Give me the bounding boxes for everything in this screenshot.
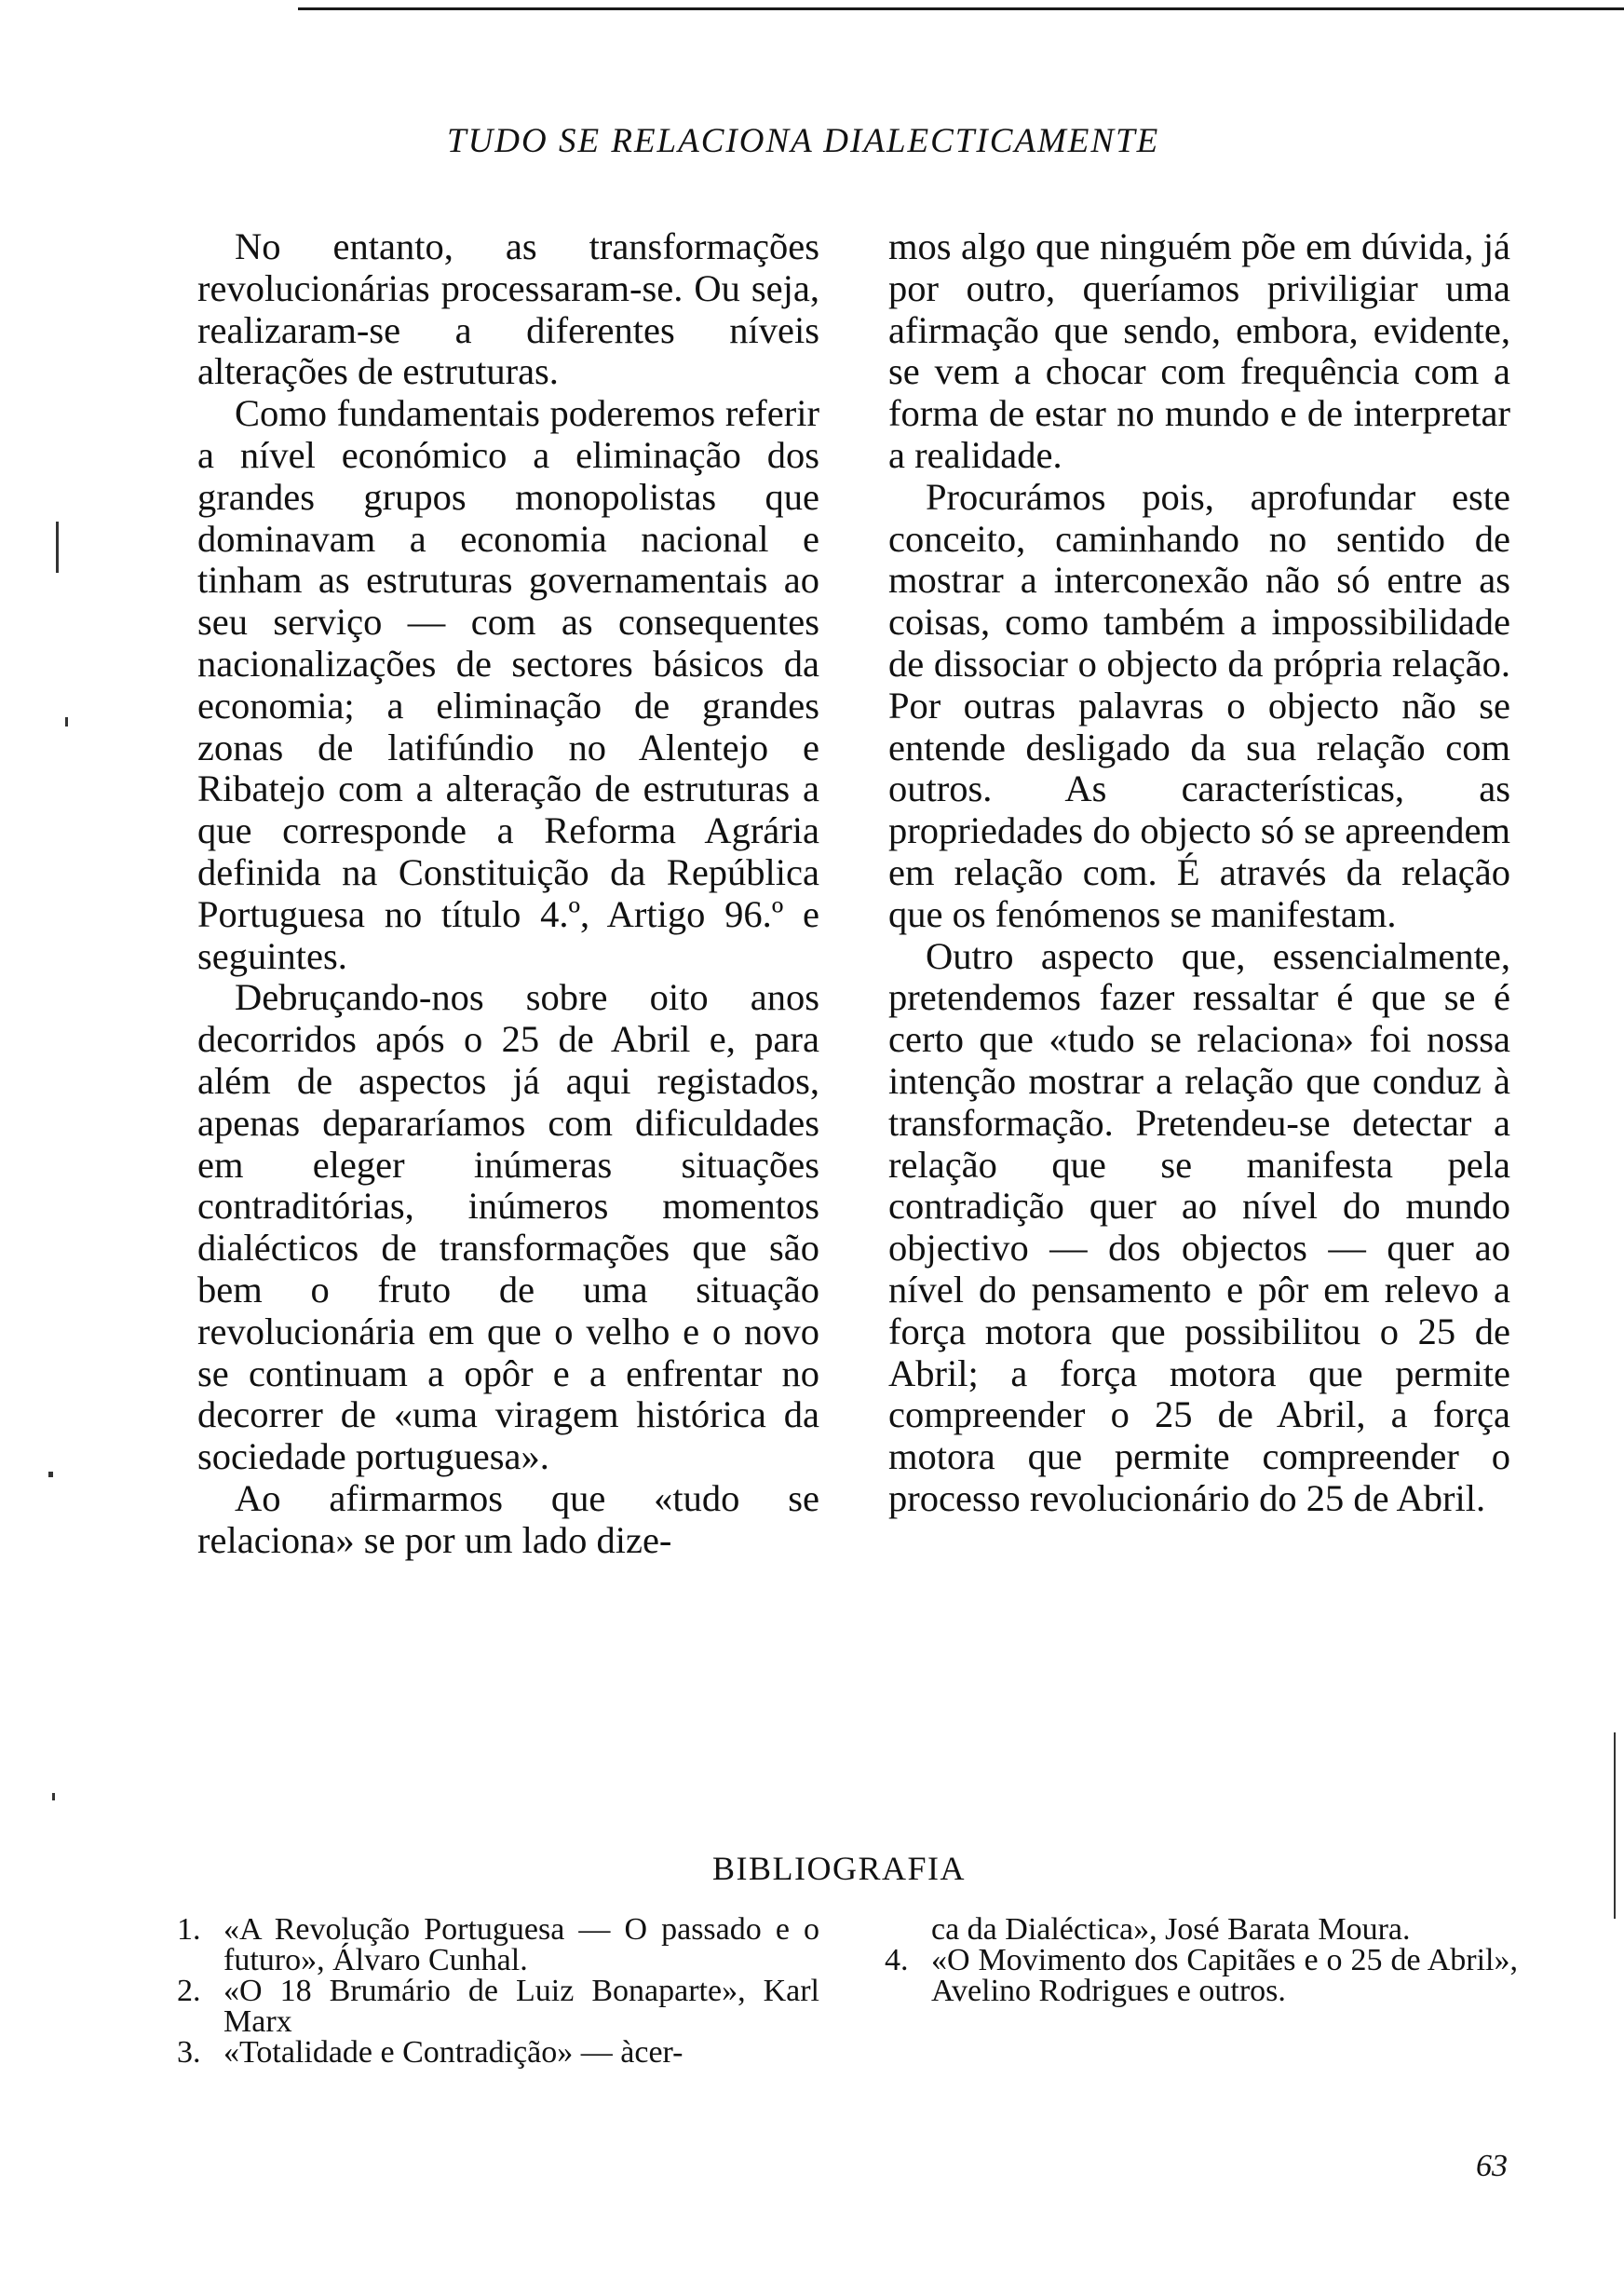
margin-mark bbox=[56, 522, 59, 573]
bibliography-item bbox=[177, 1976, 819, 2037]
bibliography-text: «Totalidade e Contradição» — àcer- bbox=[223, 2035, 683, 2070]
bibliography-text: «O 18 Brumário de Luiz Bonaparte», Karl Marx bbox=[223, 1974, 819, 2039]
bibliography-item bbox=[177, 2037, 819, 2068]
bibliography-number: 1. bbox=[177, 1912, 201, 1947]
bibliography-number: 4. bbox=[885, 1943, 909, 1977]
paragraph: Procurámos pois, aprofundar este conceito, caminhando no sentido de mostrar a interconexão não só entre as coisas, como também a impossibilidade de dissociar o objecto da própria relação. Por outras palavras o objecto não se entende desligado da sua relação com outros. As características, as propriedades do objecto só se apreendem em relação com. É através da relação que os fenómenos se manifestam. bbox=[888, 475, 1510, 935]
bibliography-text: «O Movimento dos Capitães e o 25 de Abril», Avelino Rodrigues e outros. bbox=[931, 1943, 1518, 2008]
paragraph: No entanto, as transformações revolucionárias processaram-se. Ou seja, realizaram-se a diferentes níveis alterações de estruturas. bbox=[197, 225, 819, 393]
top-rule bbox=[298, 7, 1624, 10]
paragraph: Ao afirmarmos que «tudo se relaciona» se por um lado dize- bbox=[197, 1476, 819, 1561]
margin-mark bbox=[1614, 1732, 1616, 1919]
bibliography-item bbox=[885, 1945, 1518, 2006]
running-head: TUDO SE RELACIONA DIALECTICAMENTE bbox=[447, 122, 1160, 160]
paragraph: Como fundamentais poderemos referir a nível económico a eliminação dos grandes grupos monopolistas que dominavam a economia nacional e tinham as estruturas governamentais ao seu serviço — com as consequentes nacionalizações de sectores básicos da economia; a eliminação de grandes zonas de latifúndio no Alentejo e Ribatejo com a alteração de estruturas a que corresponde a Reforma Agrária definida na Constituição da República Portuguesa no título 4.º, Artigo 96.º e seguintes. bbox=[197, 392, 819, 977]
margin-mark bbox=[65, 717, 68, 727]
paragraph: Debruçando-nos sobre oito anos decorridos após o 25 de Abril e, para além de aspectos já aqui registados, apenas depararíamos com dificuldades em eleger inúmeras situações contraditórias, inúmeros momentos dialécticos de transformações que são bem o fruto de uma situação revolucionária em que o velho e o novo se continuam a opôr e a enfrentar no decorrer de «uma viragem histórica da sociedade portuguesa». bbox=[197, 976, 819, 1478]
paragraph: Outro aspecto que, essencialmente, pretendemos fazer ressaltar é que se é certo que «tudo se relaciona» foi nossa intenção mostrar a relação que conduz à transformação. Pretendeu-se detectar a relação que se manifesta pela contradição quer ao nível do mundo objectivo — dos objectos — quer ao nível do pensamento e pôr em relevo a força motora que possibilitou o 25 de Abril; a força motora que permite compreender o 25 de Abril, a força motora que permite compreender o processo revolucionário do 25 de Abril. bbox=[888, 934, 1510, 1519]
left-column bbox=[197, 226, 819, 1562]
bibliography-number: 3. bbox=[177, 2035, 201, 2070]
bibliography-number: 2. bbox=[177, 1974, 201, 2008]
bibliography-heading: BIBLIOGRAFIA bbox=[712, 1850, 967, 1887]
margin-mark bbox=[52, 1793, 55, 1800]
bibliography-text: «A Revolução Portuguesa — O passado e o futuro», Álvaro Cunhal. bbox=[223, 1912, 819, 1977]
page-number: 63 bbox=[1476, 2149, 1508, 2183]
paragraph: mos algo que ninguém põe em dúvida, já por outro, queríamos priviligiar uma afirmação que sendo, embora, evidente, se vem a chocar com frequência com a forma de estar no mundo e de interpretar a realidade. bbox=[888, 225, 1510, 476]
bibliography-continuation: ca da Dialéctica», José Barata Moura. bbox=[931, 1912, 1411, 1947]
bibliography-item bbox=[177, 1914, 819, 1976]
bibliography-left-column bbox=[177, 1914, 819, 2068]
right-column bbox=[888, 226, 1510, 1520]
margin-mark bbox=[48, 1472, 53, 1477]
bibliography-right-column bbox=[885, 1914, 1518, 2006]
